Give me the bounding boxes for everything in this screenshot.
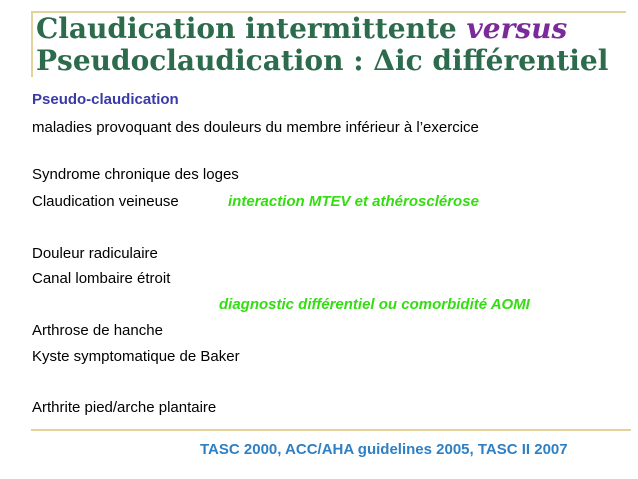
section-subtitle: Pseudo-claudication [32, 91, 179, 108]
title-line-2: Pseudoclaudication : Δic différentiel [36, 44, 609, 77]
item-canal: Canal lombaire étroit [32, 270, 171, 287]
annotation-comorbidite: diagnostic différentiel ou comorbidité AOMI [219, 296, 530, 313]
citation: TASC 2000, ACC/AHA guidelines 2005, TASC II 2007 [200, 441, 568, 458]
item-kyste: Kyste symptomatique de Baker [32, 348, 240, 365]
item-loges: Syndrome chronique des loges [32, 166, 239, 183]
intro-text: maladies provoquant des douleurs du membre inférieur à l’exercice [32, 119, 479, 136]
item-arthrose: Arthrose de hanche [32, 322, 163, 339]
title-line-1-text: Claudication intermittente [36, 12, 467, 45]
item-arthrite: Arthrite pied/arche plantaire [32, 399, 217, 416]
item-radiculaire: Douleur radiculaire [32, 245, 158, 262]
bottom-divider [31, 429, 631, 431]
slide-title [31, 11, 626, 77]
item-veineuse: Claudication veineuse [32, 193, 179, 210]
annotation-mtev: interaction MTEV et athérosclérose [228, 193, 479, 210]
title-line-1 [36, 13, 626, 45]
title-emphasis: versus [466, 12, 568, 45]
